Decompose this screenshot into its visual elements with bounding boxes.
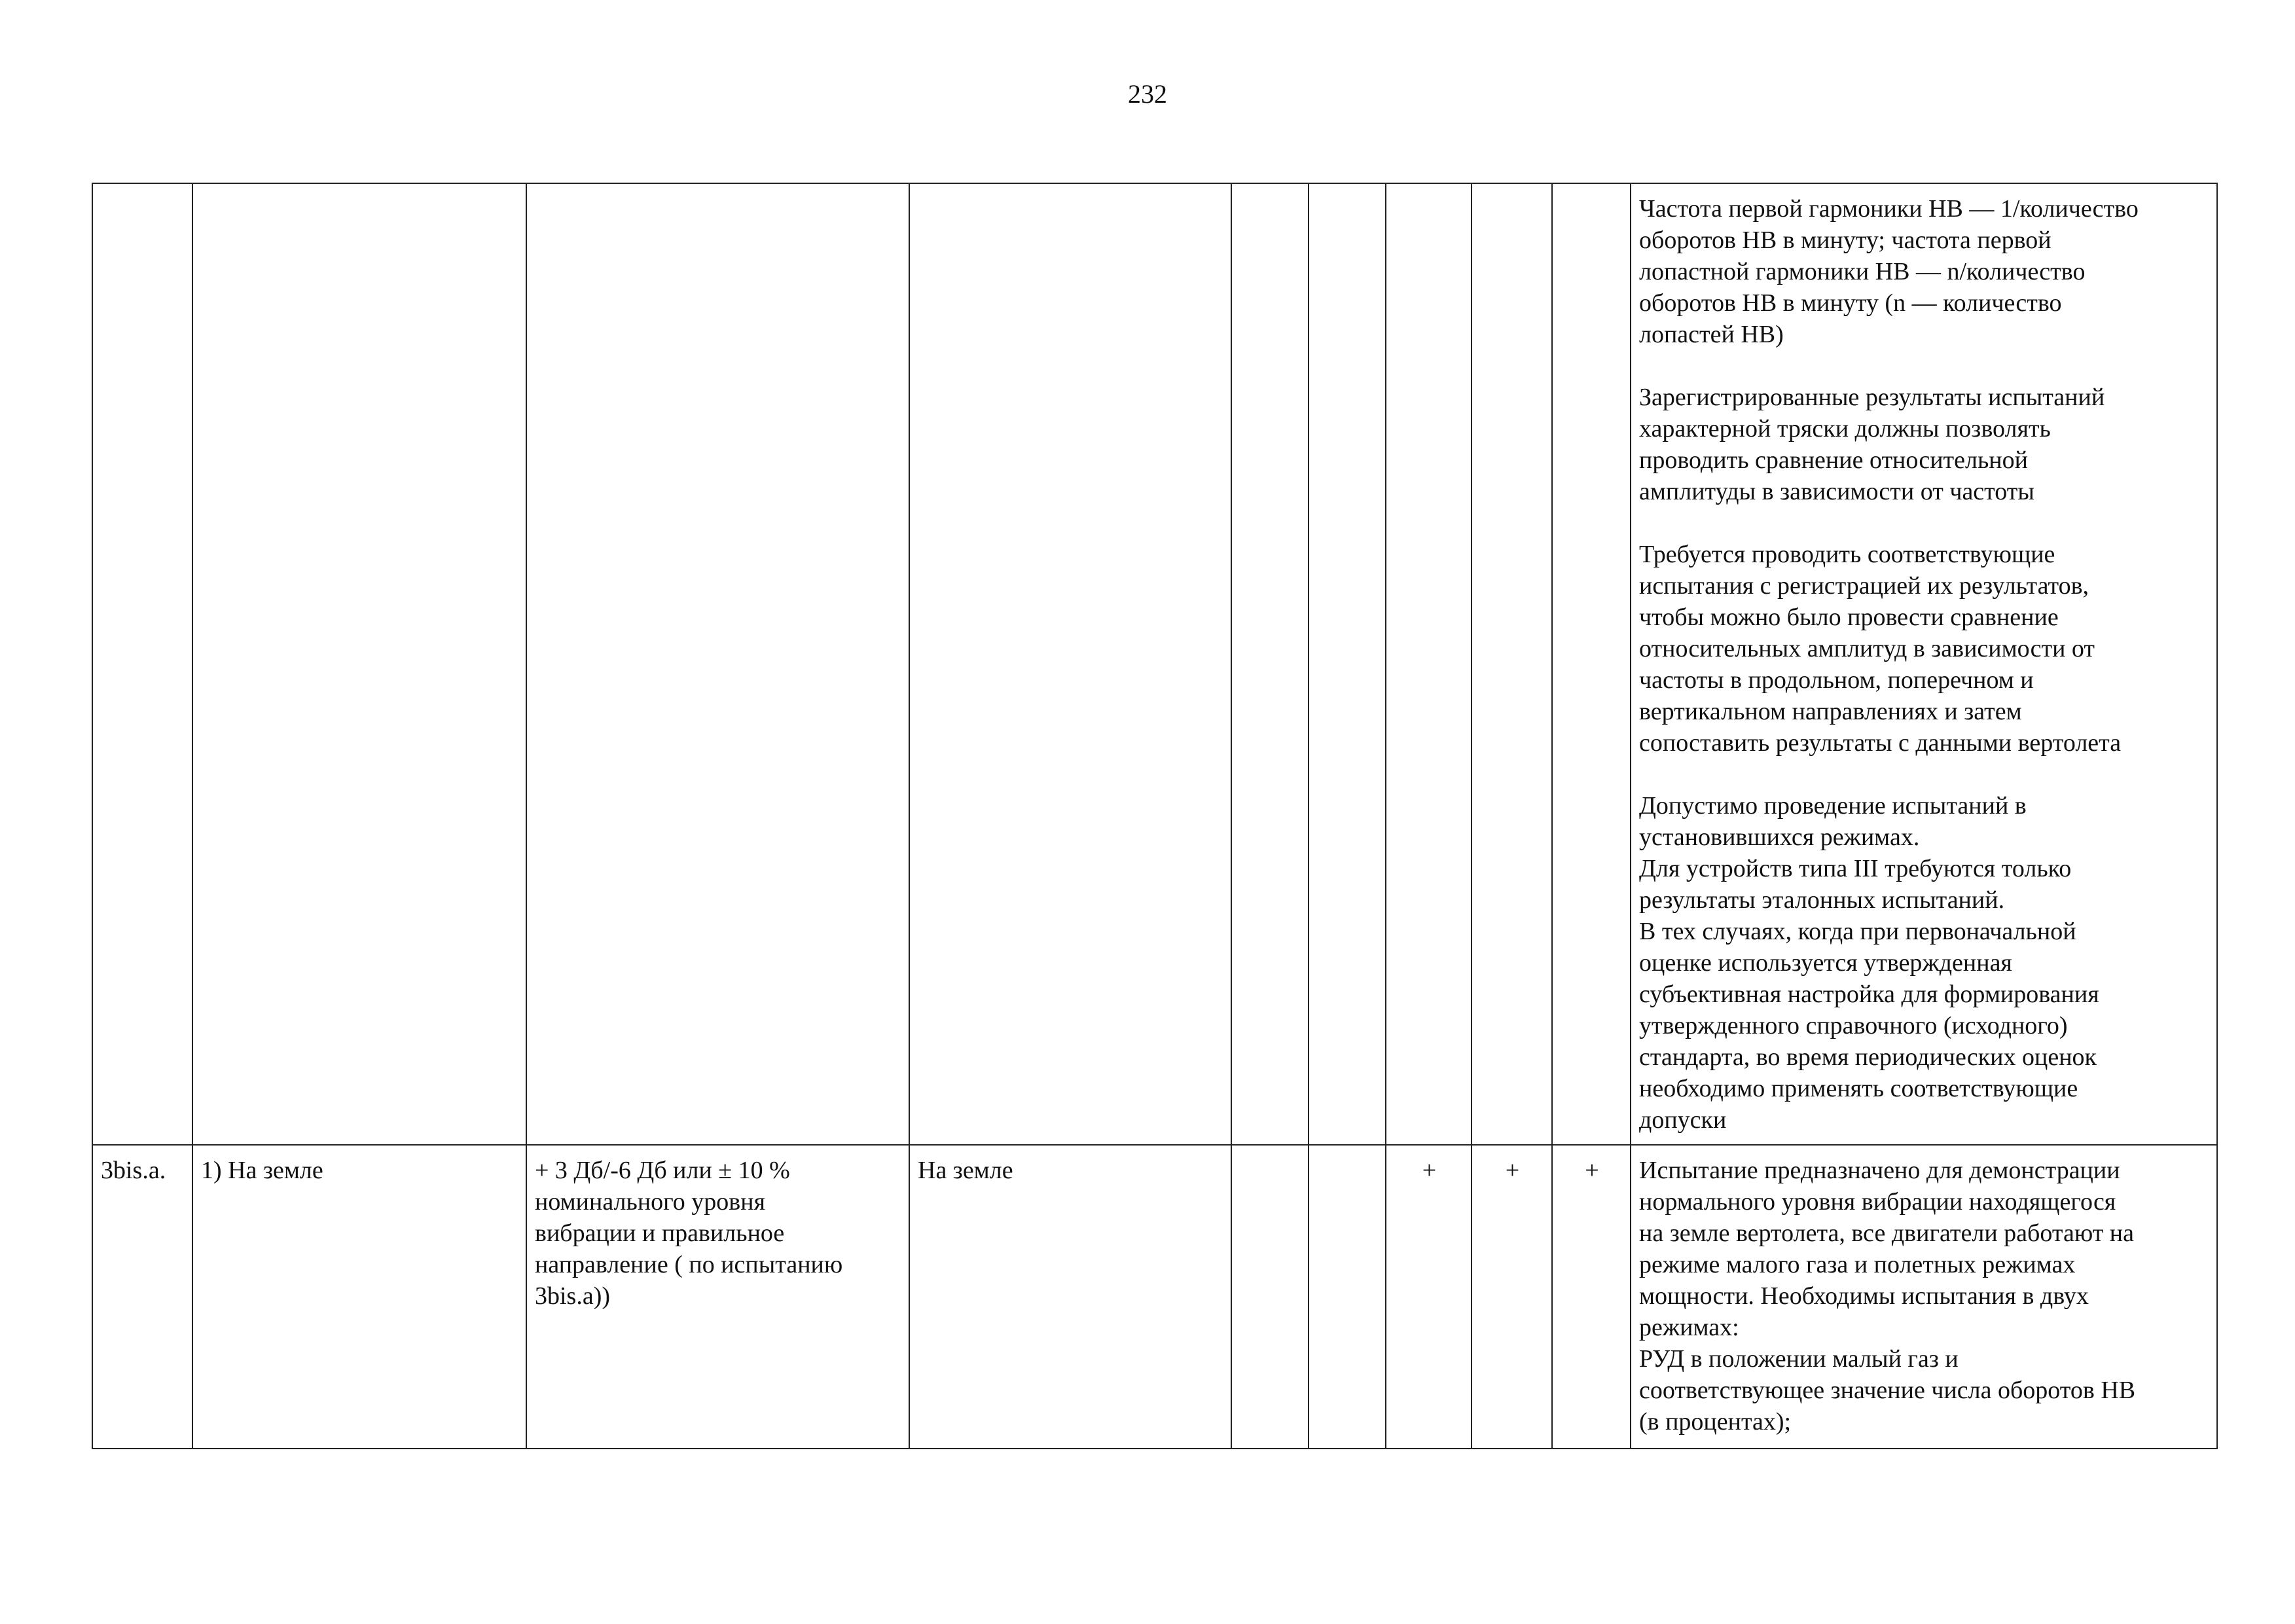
remarks-paragraph: Частота первой гармоники НВ — 1/количество оборотов НВ в минуту; частота первой лопастной гармоники НВ — n/количество оборотов НВ в минуту (n — количество лопастей НВ) [1639, 195, 2139, 348]
page-number: 232 [1128, 79, 1167, 109]
table-row [92, 183, 2217, 1145]
remarks-paragraph: Требуется проводить соответствующие испытания с регистрацией их результатов, чтобы можно было провести сравнение относительных амплитуд в зависимости от частоты в продольном, поперечном и вертикальном направлениях и затем сопоставить результаты с данными вертолета [1639, 541, 2122, 757]
table-row [92, 1145, 2217, 1449]
cell-id [92, 183, 192, 1145]
cell-test: 1) На земле [192, 1145, 526, 1449]
cell-mark1: + [1386, 1145, 1472, 1449]
cell-condition: На земле [909, 1145, 1231, 1449]
cell-mark3: + [1552, 1145, 1631, 1449]
cell-mark1 [1386, 183, 1472, 1145]
cell-id: 3bis.a. [92, 1145, 192, 1449]
requirements-table [92, 183, 2218, 1449]
cell-tolerance: + 3 Дб/-6 Дб или ± 10 % номинального уровня вибрации и правильное направление ( по испытанию 3bis.a)) [526, 1145, 909, 1449]
cell-col5 [1231, 1145, 1309, 1449]
cell-mark2: + [1472, 1145, 1552, 1449]
cell-col5 [1231, 183, 1309, 1145]
cell-tolerance [526, 183, 909, 1145]
cell-remarks: Испытание предназначено для демонстрации нормального уровня вибрации находящегося на земле вертолета, все двигатели работают на режиме малого газа и полетных режимах мощности. Необходимы испытания в двух режимах: РУД в положении малый газ и соответствующее значение числа оборотов НВ (в процентах); [1631, 1145, 2217, 1449]
cell-condition [909, 183, 1231, 1145]
cell-mark2 [1472, 183, 1552, 1145]
cell-test [192, 183, 526, 1145]
cell-remarks [1631, 183, 2217, 1145]
cell-col6 [1309, 183, 1386, 1145]
cell-mark3 [1552, 183, 1631, 1145]
remarks-paragraph: Зарегистрированные результаты испытаний характерной тряски должны позволять проводить сравнение относительной амплитуды в зависимости от частоты [1639, 384, 2105, 505]
remarks-paragraph: Допустимо проведение испытаний в установившихся режимах. Для устройств типа III требуются только результаты эталонных испытаний. В тех случаях, когда при первоначальной оценке используется утвержденная субъективная настройка для формирования утвержденного справочного (исходного) стандарта, во время периодических оценок необходимо применять соответствующие допуски [1639, 792, 2099, 1134]
cell-col6 [1309, 1145, 1386, 1449]
